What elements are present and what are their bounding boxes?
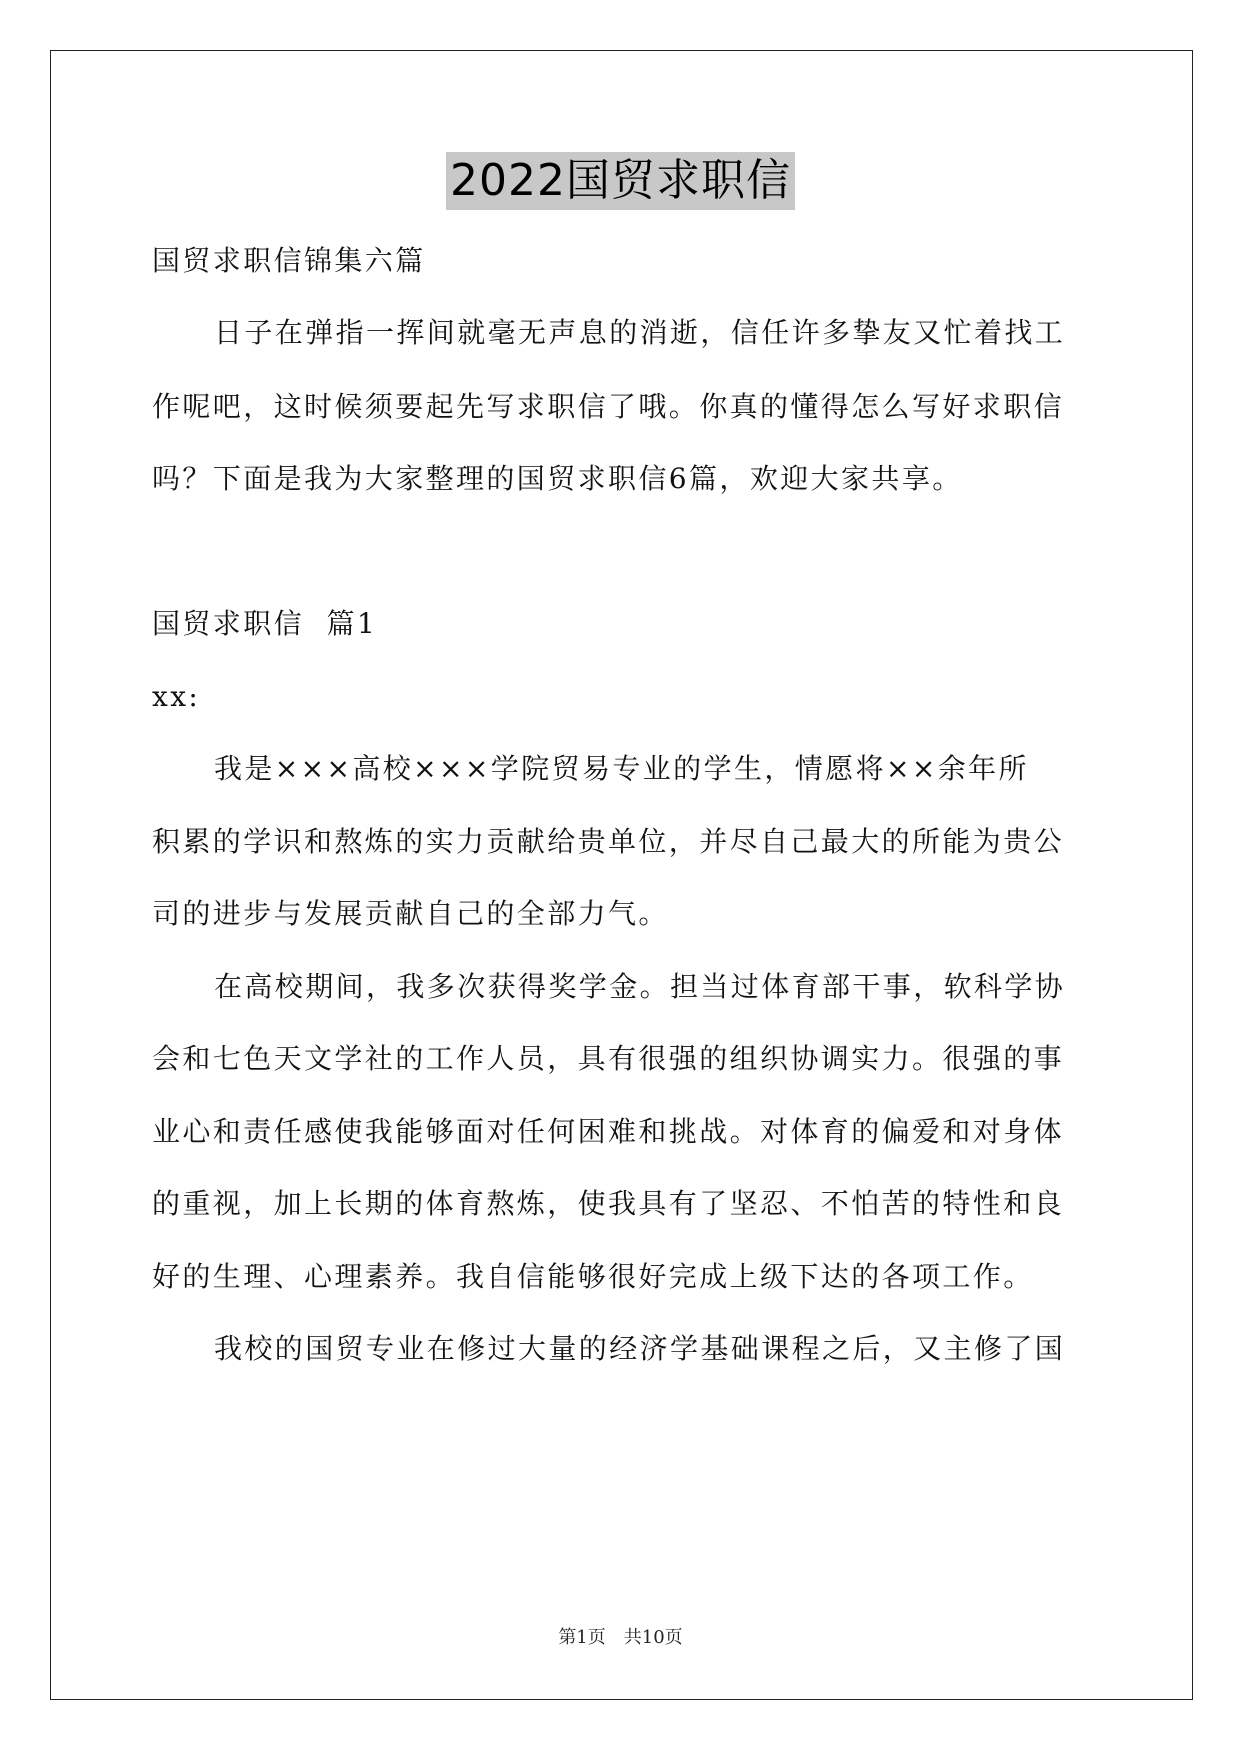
paragraph3-line-1: 我校的国贸专业在修过大量的经济学基础课程之后，又主修了国 xyxy=(214,1332,1066,1365)
document-subtitle: 国贸求职信锦集六篇 xyxy=(152,244,426,277)
paragraph1-line-3: 司的进步与发展贡献自己的全部力气。 xyxy=(152,897,669,930)
salutation: xx: xyxy=(152,680,201,713)
paragraph2-line-5: 好的生理、心理素养。我自信能够很好完成上级下达的各项工作。 xyxy=(152,1260,1034,1293)
paragraph1-line-1: 我是×××高校×××学院贸易专业的学生，情愿将××余年所 xyxy=(214,752,1029,785)
paragraph2-line-4: 的重视，加上长期的体育熬炼，使我具有了坚忍、不怕苦的特性和良 xyxy=(152,1187,1065,1220)
section-heading: 国贸求职信 篇1 xyxy=(152,607,378,640)
title-wrap xyxy=(0,152,1241,210)
intro-line-3: 吗？下面是我为大家整理的国贸求职信6篇，欢迎大家共享。 xyxy=(152,462,963,495)
paragraph2-line-2: 会和七色天文学社的工作人员，具有很强的组织协调实力。很强的事 xyxy=(152,1042,1065,1075)
page-number: 第1页 xyxy=(558,1627,606,1648)
page-border xyxy=(50,50,1193,1700)
intro-line-1: 日子在弹指一挥间就毫无声息的消逝，信任许多挚友又忙着找工 xyxy=(214,316,1066,349)
paragraph1-line-2: 积累的学识和熬炼的实力贡献给贵单位，并尽自己最大的所能为贵公 xyxy=(152,825,1065,858)
page-total: 共10页 xyxy=(623,1627,683,1648)
document-title: 2022国贸求职信 xyxy=(446,152,795,210)
paragraph2-line-1: 在高校期间，我多次获得奖学金。担当过体育部干事，软科学协 xyxy=(214,970,1066,1003)
intro-line-2: 作呢吧，这时候须要起先写求职信了哦。你真的懂得怎么写好求职信 xyxy=(152,390,1065,423)
paragraph2-line-3: 业心和责任感使我能够面对任何困难和挑战。对体育的偏爱和对身体 xyxy=(152,1115,1065,1148)
page-footer xyxy=(0,1626,1241,1650)
